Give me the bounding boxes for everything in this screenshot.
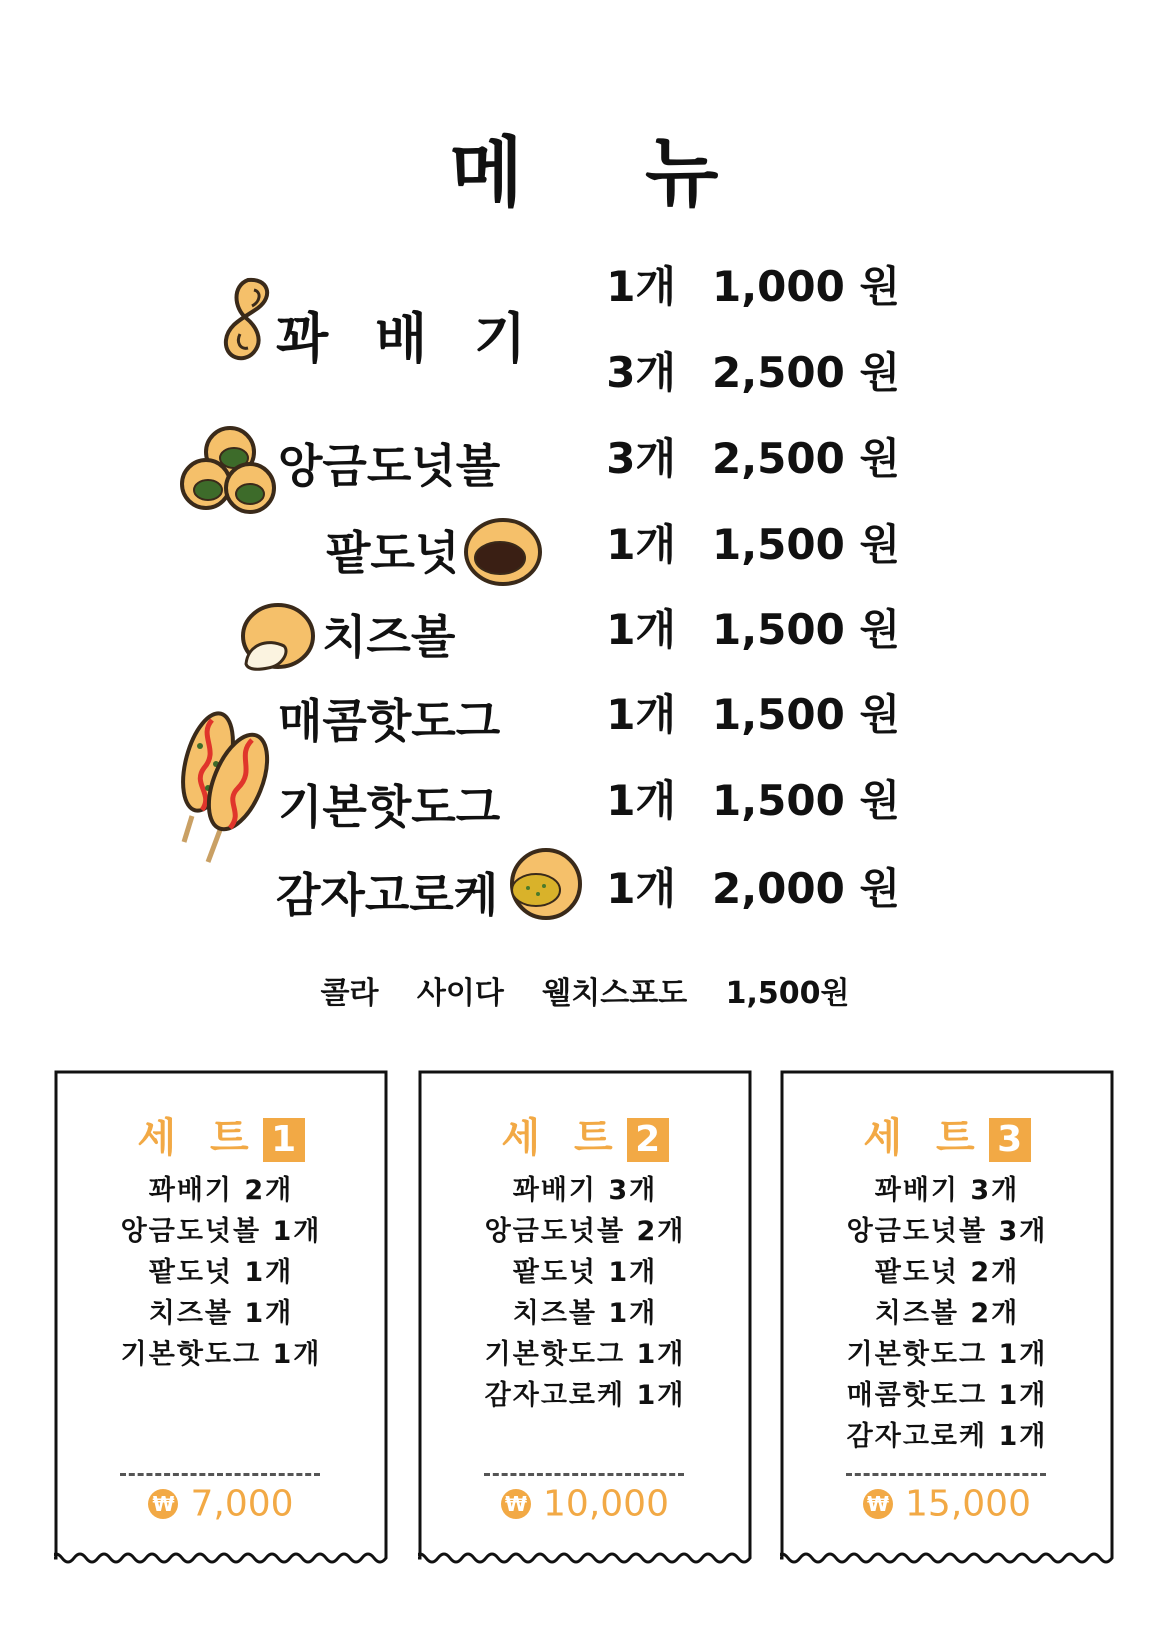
menu-item-price: 1,000 원 [712, 262, 901, 311]
set-items [54, 1170, 388, 1375]
menu-item-name: 매콤핫도그 [278, 694, 501, 748]
dashed-divider [120, 1473, 320, 1476]
menu-item-price: 1,500 원 [712, 520, 901, 569]
menu-item-name: 팥도넛 [326, 526, 460, 580]
set-number-badge: 1 [263, 1118, 305, 1162]
menu-item-price: 2,500 원 [712, 434, 901, 483]
set-card [418, 1070, 752, 1570]
set-item: 앙금도넛볼 3개 [846, 1216, 1048, 1247]
red-bean-balls-icon [178, 424, 278, 516]
red-bean-donut-icon [462, 516, 544, 588]
set-price [54, 1482, 388, 1525]
menu-item-qty: 1개 [606, 605, 676, 654]
set-item: 팥도넛 1개 [512, 1257, 658, 1288]
drink-price: 1,500원 [725, 976, 850, 1011]
set-item: 감자고로케 1개 [846, 1421, 1048, 1452]
set-item: 매콤핫도그 1개 [846, 1380, 1048, 1411]
menu-item-name: 기본핫도그 [278, 780, 501, 834]
corn-dog-icon [178, 706, 278, 866]
won-icon: ₩ [863, 1489, 893, 1519]
menu-item-name: 꽈 배 기 [276, 307, 541, 370]
set-item: 기본핫도그 1개 [120, 1339, 322, 1370]
drink-item: 콜라 [320, 976, 379, 1011]
twisted-donut-icon [218, 274, 280, 366]
set-price-amount: 10,000 [543, 1483, 669, 1525]
set-item: 기본핫도그 1개 [846, 1339, 1048, 1370]
menu-item-qty: 1개 [606, 864, 676, 913]
dashed-divider [484, 1473, 684, 1476]
drink-item: 사이다 [416, 976, 504, 1011]
set-items [418, 1170, 752, 1416]
menu-item-qty: 3개 [606, 434, 676, 483]
page-title [0, 112, 1170, 221]
won-icon: ₩ [148, 1489, 178, 1519]
set-price-amount: 15,000 [905, 1483, 1031, 1525]
set-item: 치즈볼 2개 [874, 1298, 1020, 1329]
menu-item-price: 1,500 원 [712, 776, 901, 825]
cheese-ball-icon [238, 602, 316, 674]
menu-item-price: 1,500 원 [712, 690, 901, 739]
menu-item-qty: 1개 [606, 520, 676, 569]
croquette-icon [504, 846, 584, 922]
set-title [780, 1106, 1114, 1163]
drink-item: 웰치스포도 [542, 976, 688, 1011]
set-number-badge: 3 [989, 1118, 1031, 1162]
set-card [780, 1070, 1114, 1570]
set-card [54, 1070, 388, 1570]
title-right: 뉴 [645, 128, 721, 217]
set-label: 세 트 [863, 1115, 985, 1161]
menu-item-qty: 1개 [606, 776, 676, 825]
menu-item-price: 1,500 원 [712, 605, 901, 654]
title-left: 메 [449, 128, 525, 217]
drinks-line [0, 968, 1170, 1012]
menu-item-name: 치즈볼 [322, 610, 456, 664]
set-item: 팥도넛 1개 [148, 1257, 294, 1288]
menu-item-qty: 1개 [606, 262, 676, 311]
set-item: 감자고로케 1개 [484, 1380, 686, 1411]
menu-item-name: 앙금도넛볼 [278, 439, 501, 493]
menu-item-price: 2,500 원 [712, 348, 901, 397]
menu-item-qty: 3개 [606, 348, 676, 397]
set-label: 세 트 [137, 1115, 259, 1161]
set-item: 치즈볼 1개 [148, 1298, 294, 1329]
set-price-amount: 7,000 [190, 1483, 294, 1525]
set-title [54, 1106, 388, 1163]
set-item: 팥도넛 2개 [874, 1257, 1020, 1288]
menu-item-name: 감자고로케 [276, 868, 499, 922]
set-price [780, 1482, 1114, 1525]
dashed-divider [846, 1473, 1046, 1476]
set-items [780, 1170, 1114, 1457]
set-item: 앙금도넛볼 1개 [120, 1216, 322, 1247]
set-number-badge: 2 [627, 1118, 669, 1162]
won-icon: ₩ [501, 1489, 531, 1519]
set-item: 앙금도넛볼 2개 [484, 1216, 686, 1247]
set-title [418, 1106, 752, 1163]
menu-item-qty: 1개 [606, 690, 676, 739]
set-item: 기본핫도그 1개 [484, 1339, 686, 1370]
set-item: 꽈배기 3개 [512, 1175, 658, 1206]
set-item: 꽈배기 2개 [148, 1175, 294, 1206]
set-item: 꽈배기 3개 [874, 1175, 1020, 1206]
set-item: 치즈볼 1개 [512, 1298, 658, 1329]
set-label: 세 트 [501, 1115, 623, 1161]
menu-item-price: 2,000 원 [712, 864, 901, 913]
set-price [418, 1482, 752, 1525]
